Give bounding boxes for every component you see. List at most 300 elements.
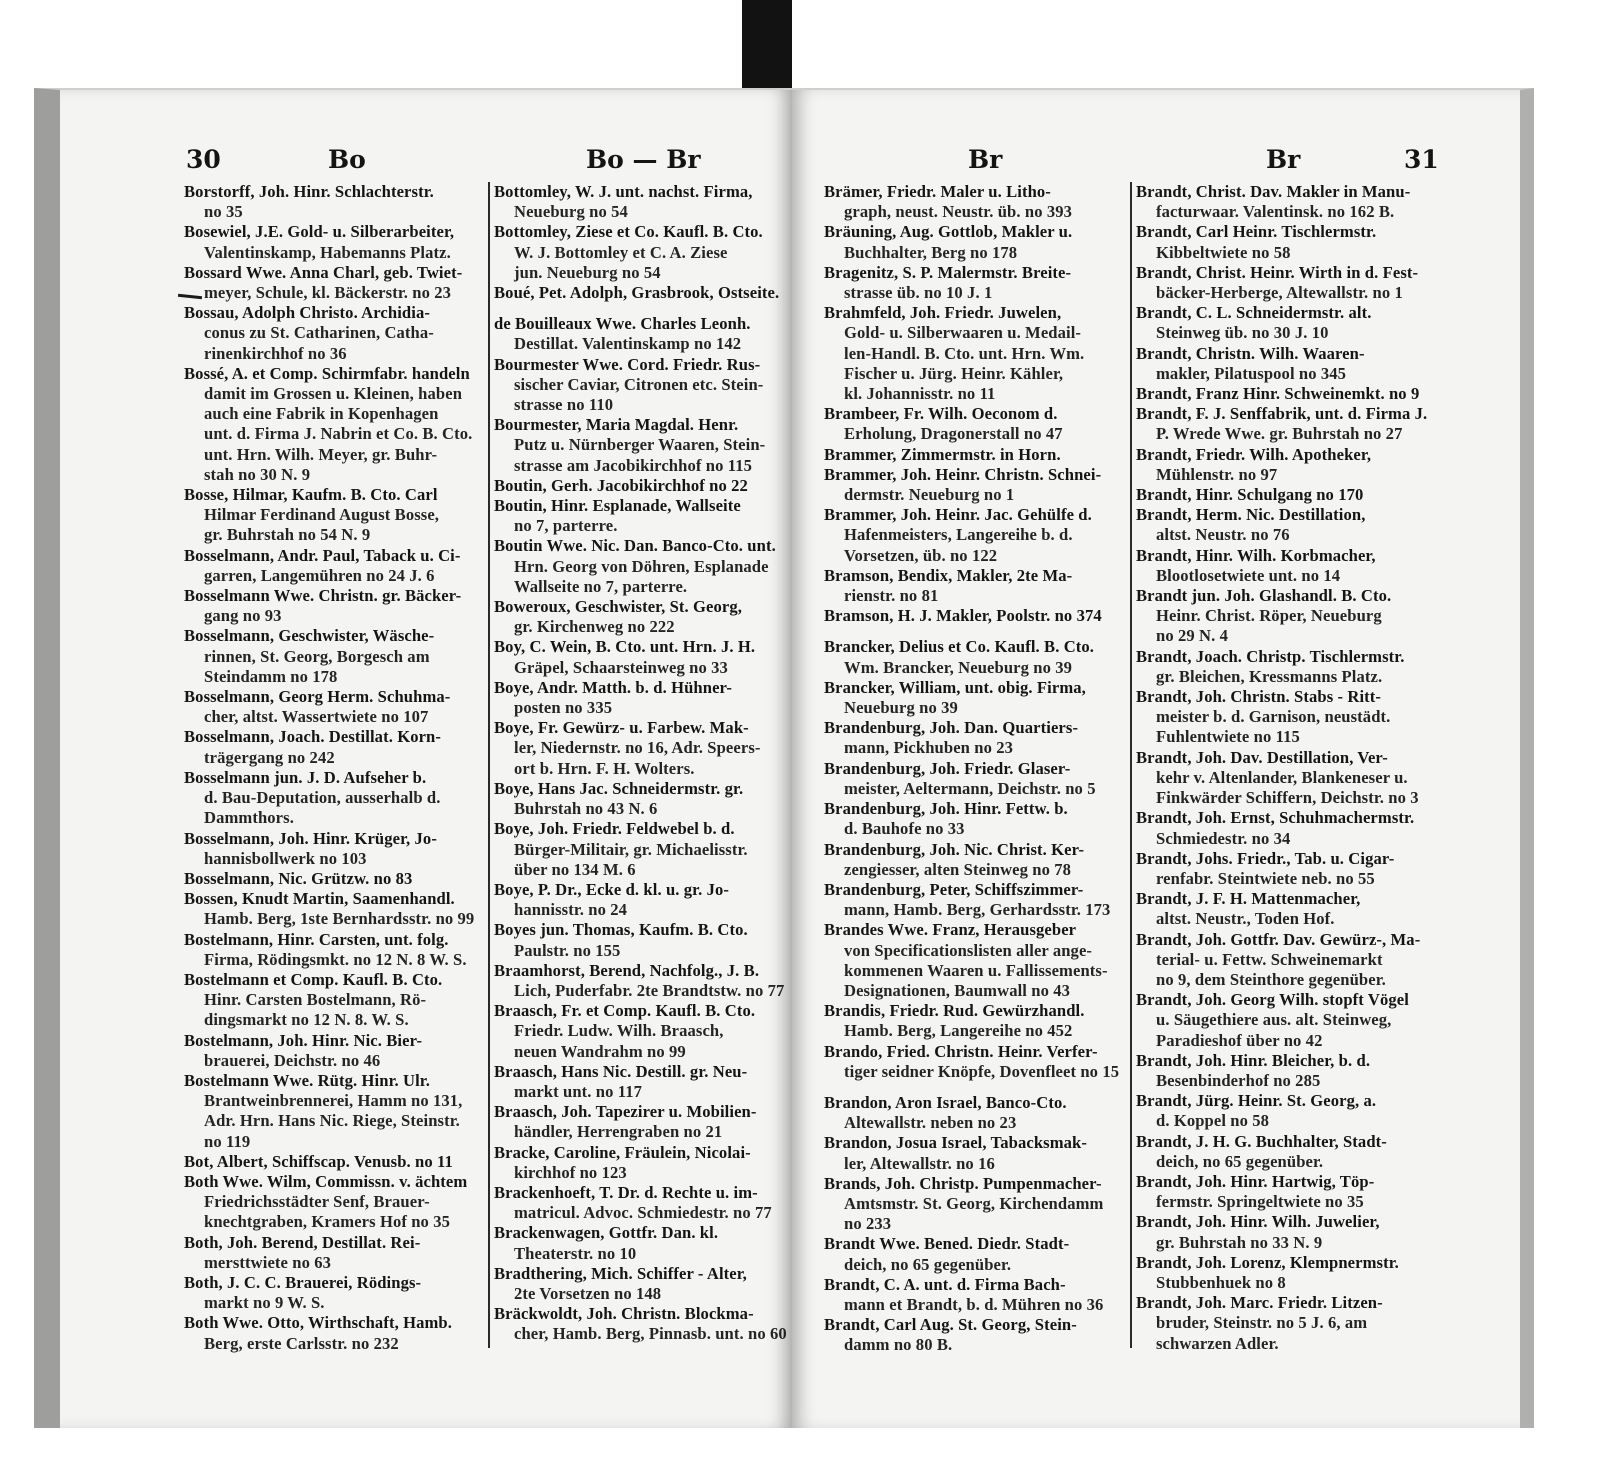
entry-name-line: Bostelmann, Joh. Hinr. Nic. Bier- xyxy=(184,1030,423,1050)
entry-name-line: Brandt, Jürg. Heinr. St. Georg, a. xyxy=(1136,1091,1377,1111)
entry-continuation-line: stah no 30 N. 9 xyxy=(204,464,311,484)
entry-name-line: Bot, Albert, Schiffscap. Venusb. no 11 xyxy=(184,1151,453,1171)
directory-entry xyxy=(1136,222,1438,262)
directory-entry xyxy=(184,930,484,970)
directory-entry xyxy=(184,1233,484,1273)
entry-continuation-line: meister b. d. Garnison, neustädt. xyxy=(1156,707,1391,727)
directory-entry xyxy=(824,263,1126,303)
entry-continuation-line: Brantweinbrennerei, Hamm no 131, xyxy=(204,1091,463,1111)
directory-entry xyxy=(184,1313,484,1353)
entry-continuation-line: u. Säugethiere aus. alt. Steinweg, xyxy=(1156,1010,1392,1030)
entry-continuation-line: brauerei, Deichstr. no 46 xyxy=(204,1050,381,1070)
entry-name-line: Brands, Joh. Christp. Pumpenmacher- xyxy=(824,1173,1102,1193)
entry-continuation-line: cher, altst. Wassertwiete no 107 xyxy=(204,707,429,727)
entry-name-line: Brando, Fried. Christn. Heinr. Verfer- xyxy=(824,1041,1098,1061)
entry-name-line: Brandt, Joh. Gottfr. Dav. Gewürz-, Ma- xyxy=(1136,929,1421,949)
entry-name-line: Brandt, Joh. Lorenz, Klempnermstr. xyxy=(1136,1252,1399,1272)
entry-continuation-line: d. Bau-Deputation, ausserhalb d. xyxy=(204,788,441,808)
directory-entry xyxy=(494,496,792,536)
entry-name-line: Bourmester, Maria Magdal. Henr. xyxy=(494,415,739,435)
entry-continuation-line: Paradieshof über no 42 xyxy=(1156,1030,1323,1050)
entry-continuation-line: dermstr. Neueburg no 1 xyxy=(844,485,1015,505)
entry-continuation-line: zengiesser, alten Steinweg no 78 xyxy=(844,859,1072,879)
entry-name-line: Bradthering, Mich. Schiffer - Alter, xyxy=(494,1263,747,1283)
directory-entry xyxy=(184,727,484,767)
directory-entry xyxy=(1136,849,1438,889)
entry-continuation-line: Berg, erste Carlsstr. no 232 xyxy=(204,1333,399,1353)
entry-name-line: Bosse, Hilmar, Kaufm. B. Cto. Carl xyxy=(184,485,438,505)
entry-name-line: Brandt, Johs. Friedr., Tab. u. Cigar- xyxy=(1136,848,1395,868)
directory-entry xyxy=(184,182,484,222)
entry-continuation-line: Fuhlentwiete no 115 xyxy=(1156,727,1300,747)
directory-entry xyxy=(1136,505,1438,545)
directory-entry xyxy=(1136,647,1438,687)
directory-entry xyxy=(824,1174,1126,1235)
entry-name-line: Bottomley, Ziese et Co. Kaufl. B. Cto. xyxy=(494,222,763,242)
entry-name-line: Brandt, J. F. H. Mattenmacher, xyxy=(1136,889,1361,909)
entry-continuation-line: matricul. Advoc. Schmiedestr. no 77 xyxy=(514,1203,772,1223)
entry-continuation-line: mann, Hamb. Berg, Gerhardsstr. 173 xyxy=(844,900,1111,920)
entry-name-line: Brammer, Joh. Heinr. Jac. Gehülfe d. xyxy=(824,505,1092,525)
entry-name-line: Brandt, Christn. Wilh. Waaren- xyxy=(1136,343,1365,363)
entry-continuation-line: Hilmar Ferdinand August Bosse, xyxy=(204,505,440,525)
entry-continuation-line: kommenen Waaren u. Fallissements- xyxy=(844,960,1108,980)
directory-entry xyxy=(1136,1091,1438,1131)
entry-continuation-line: damit im Grossen u. Kleinen, haben xyxy=(204,384,463,404)
directory-entry xyxy=(1136,344,1438,384)
directory-entry xyxy=(1136,586,1438,647)
entry-continuation-line: Lich, Puderfabr. 2te Brandtstw. no 77 xyxy=(514,980,785,1000)
entry-name-line: Bräckwoldt, Joh. Christn. Blockma- xyxy=(494,1304,754,1324)
directory-entry xyxy=(184,1273,484,1313)
directory-entry xyxy=(494,415,792,476)
directory-entry xyxy=(494,1223,792,1263)
entry-continuation-line: jun. Neueburg no 54 xyxy=(514,262,661,282)
entry-continuation-line: Hafenmeisters, Langereihe b. d. xyxy=(844,525,1073,545)
running-head-right: Br xyxy=(1266,145,1301,174)
entry-continuation-line: Theaterstr. no 10 xyxy=(514,1243,637,1263)
entry-name-line: Brandenburg, Joh. Hinr. Fettw. b. xyxy=(824,799,1068,819)
entry-continuation-line: no 233 xyxy=(844,1214,892,1234)
entry-continuation-line: altst. Neustr. no 76 xyxy=(1156,525,1290,545)
entry-name-line: Boye, Joh. Friedr. Feldwebel b. d. xyxy=(494,819,735,839)
entry-continuation-line: Fischer u. Jürg. Heinr. Kähler, xyxy=(844,363,1064,383)
directory-entry xyxy=(184,768,484,829)
entry-name-line: Bossau, Adolph Christo. Archidia- xyxy=(184,303,430,323)
directory-entry xyxy=(1136,445,1438,485)
entry-continuation-line: mann et Brandt, b. d. Mühren no 36 xyxy=(844,1294,1104,1314)
directory-entry xyxy=(494,314,792,354)
entry-continuation-line: posten no 335 xyxy=(514,698,613,718)
entry-name-line: Brandt, Friedr. Wilh. Apotheker, xyxy=(1136,444,1372,464)
directory-entry xyxy=(184,586,484,626)
entry-name-line: Boyes jun. Thomas, Kaufm. B. Cto. xyxy=(494,920,748,940)
directory-entry xyxy=(1136,1293,1438,1354)
entry-continuation-line: Buhrstah no 43 N. 6 xyxy=(514,799,658,819)
entry-name-line: Brandenburg, Joh. Friedr. Glaser- xyxy=(824,758,1071,778)
entry-continuation-line: hannisbollwerk no 103 xyxy=(204,848,367,868)
entry-name-line: Brancker, Delius et Co. Kaufl. B. Cto. xyxy=(824,637,1095,657)
directory-entry xyxy=(494,779,792,819)
running-head-left: Br xyxy=(968,145,1003,174)
entry-name-line: Boweroux, Geschwister, St. Georg, xyxy=(494,597,743,617)
directory-entry xyxy=(824,566,1126,606)
entry-name-line: Brandon, Aron Israel, Banco-Cto. xyxy=(824,1092,1067,1112)
entry-continuation-line: auch eine Fabrik in Kopenhagen xyxy=(204,404,439,424)
directory-entry xyxy=(184,364,484,485)
entry-name-line: Brandis, Friedr. Rud. Gewürzhandl. xyxy=(824,1001,1085,1021)
directory-entry xyxy=(184,222,484,262)
directory-entry xyxy=(1136,546,1438,586)
directory-entry xyxy=(824,759,1126,799)
entry-name-line: Brandes Wwe. Franz, Herausgeber xyxy=(824,920,1077,940)
right-page-header xyxy=(792,145,1520,181)
entry-continuation-line: ort b. Hrn. F. H. Wolters. xyxy=(514,758,695,778)
entry-continuation-line: renfabr. Steintwiete neb. no 55 xyxy=(1156,868,1375,888)
right-page xyxy=(792,88,1534,1428)
entry-continuation-line: meister, Aeltermann, Deichstr. no 5 xyxy=(844,778,1096,798)
entry-continuation-line: ler, Niedernstr. no 16, Adr. Speers- xyxy=(514,738,761,758)
entry-name-line: Bostelmann Wwe. Rütg. Hinr. Ulr. xyxy=(184,1070,430,1090)
entry-name-line: Bosselmann jun. J. D. Aufseher b. xyxy=(184,767,427,787)
entry-continuation-line: Amtsmstr. St. Georg, Kirchendamm xyxy=(844,1193,1104,1213)
directory-entry xyxy=(824,1001,1126,1041)
entry-name-line: Brandt, Carl Aug. St. Georg, Stein- xyxy=(824,1315,1077,1335)
running-head-right: Bo — Br xyxy=(586,145,701,174)
entry-name-line: Brandenburg, Joh. Dan. Quartiers- xyxy=(824,718,1079,738)
directory-entry xyxy=(1136,263,1438,303)
directory-entry xyxy=(824,1042,1126,1082)
entry-continuation-line: Kibbeltwiete no 58 xyxy=(1156,242,1291,262)
entry-name-line: Brahmfeld, Joh. Friedr. Juwelen, xyxy=(824,303,1062,323)
directory-entry xyxy=(824,182,1126,222)
directory-entry xyxy=(1136,687,1438,748)
directory-entry xyxy=(184,1031,484,1071)
directory-entry xyxy=(494,1143,792,1183)
directory-entry xyxy=(824,404,1126,444)
entry-continuation-line: P. Wrede Wwe. gr. Buhrstah no 27 xyxy=(1156,424,1403,444)
entry-continuation-line: cher, Hamb. Berg, Pinnasb. unt. no 60 xyxy=(514,1324,787,1344)
directory-entry xyxy=(1136,808,1438,848)
entry-continuation-line: Gold- u. Silberwaaren u. Medail- xyxy=(844,323,1082,343)
entry-name-line: Braamhorst, Berend, Nachfolg., J. B. xyxy=(494,960,760,980)
directory-entry xyxy=(184,1071,484,1152)
entry-name-line: Bosselmann, Joach. Destillat. Korn- xyxy=(184,727,442,747)
entry-continuation-line: unt. Hrn. Wilh. Meyer, gr. Buhr- xyxy=(204,444,438,464)
entry-name-line: Both, J. C. C. Brauerei, Rödings- xyxy=(184,1272,422,1292)
entry-name-line: Bossé, A. et Comp. Schirmfabr. handeln xyxy=(184,363,470,383)
directory-entry xyxy=(184,829,484,869)
directory-entry xyxy=(1136,1132,1438,1172)
entry-continuation-line: Erholung, Dragonerstall no 47 xyxy=(844,424,1063,444)
directory-entry xyxy=(494,678,792,718)
entry-continuation-line: Buchhalter, Berg no 178 xyxy=(844,242,1018,262)
entry-name-line: Braasch, Joh. Tapezirer u. Mobilien- xyxy=(494,1102,757,1122)
entry-name-line: Borstorff, Joh. Hinr. Schlachterstr. xyxy=(184,182,434,201)
directory-entry xyxy=(1136,404,1438,444)
directory-column-1 xyxy=(184,182,484,1354)
directory-entry xyxy=(494,355,792,416)
directory-entry xyxy=(494,283,792,303)
entry-continuation-line: d. Bauhofe no 33 xyxy=(844,819,965,839)
directory-entry xyxy=(494,222,792,283)
directory-entry xyxy=(1136,182,1438,222)
entry-name-line: Brandt, Christ. Heinr. Wirth in d. Fest- xyxy=(1136,262,1419,282)
directory-entry xyxy=(184,1172,484,1233)
entry-continuation-line: Valentinskamp, Habemanns Platz. xyxy=(204,242,451,262)
column-rule xyxy=(1130,182,1132,1348)
entry-continuation-line: meyer, Schule, kl. Bäckerstr. no 23 xyxy=(204,283,452,303)
entry-name-line: Boye, P. Dr., Ecke d. kl. u. gr. Jo- xyxy=(494,879,730,899)
entry-continuation-line: no 7, parterre. xyxy=(514,516,618,536)
entry-name-line: Brandt Wwe. Bened. Diedr. Stadt- xyxy=(824,1234,1070,1254)
entry-continuation-line: gr. Buhrstah no 33 N. 9 xyxy=(1156,1232,1323,1252)
entry-continuation-line: Blootlosetwiete unt. no 14 xyxy=(1156,565,1341,585)
entry-continuation-line: W. J. Bottomley et C. A. Ziese xyxy=(514,242,728,262)
entry-continuation-line: tiger seidner Knöpfe, Dovenfleet no 15 xyxy=(844,1061,1120,1081)
entry-continuation-line: Hamb. Berg, Langereihe no 452 xyxy=(844,1021,1073,1041)
entry-name-line: Bourmester Wwe. Cord. Friedr. Rus- xyxy=(494,354,761,374)
directory-entry xyxy=(494,476,792,496)
page-number: 31 xyxy=(1404,145,1439,174)
entry-continuation-line: Destillat. Valentinskamp no 142 xyxy=(514,334,742,354)
entry-name-line: Brandt, Joh. Marc. Friedr. Litzen- xyxy=(1136,1293,1383,1313)
entry-name-line: Brandt, Joh. Ernst, Schuhmachermstr. xyxy=(1136,808,1415,828)
entry-continuation-line: rienstr. no 81 xyxy=(844,586,939,606)
entry-name-line: Brandt, Franz Hinr. Schweinemkt. no 9 xyxy=(1136,384,1420,404)
entry-continuation-line: von Specificationslisten aller ange- xyxy=(844,940,1093,960)
entry-name-line: Brandt, Herm. Nic. Destillation, xyxy=(1136,505,1366,525)
entry-continuation-line: über no 134 M. 6 xyxy=(514,859,636,879)
entry-continuation-line: Friedr. Ludw. Wilh. Braasch, xyxy=(514,1021,724,1041)
directory-entry xyxy=(824,606,1126,626)
entry-continuation-line: Designationen, Baumwall no 43 xyxy=(844,980,1071,1000)
entry-name-line: Brandt, C. L. Schneidermstr. alt. xyxy=(1136,303,1372,323)
entry-name-line: Bosselmann, Andr. Paul, Taback u. Ci- xyxy=(184,545,461,565)
directory-entry xyxy=(1136,748,1438,809)
entry-name-line: Braasch, Hans Nic. Destill. gr. Neu- xyxy=(494,1061,748,1081)
directory-entry xyxy=(824,1234,1126,1274)
entry-name-line: Bottomley, W. J. unt. nachst. Firma, xyxy=(494,182,753,201)
entry-continuation-line: gang no 93 xyxy=(204,606,282,626)
entry-continuation-line: no 35 xyxy=(204,202,243,222)
entry-name-line: Brandt, Joh. Hinr. Wilh. Juwelier, xyxy=(1136,1212,1380,1232)
entry-continuation-line: hannisstr. no 24 xyxy=(514,900,628,920)
running-head-left: Bo xyxy=(328,145,366,174)
entry-continuation-line: Besenbinderhof no 285 xyxy=(1156,1070,1321,1090)
entry-continuation-line: gr. Bleichen, Kressmanns Platz. xyxy=(1156,666,1383,686)
directory-entry xyxy=(184,889,484,929)
directory-entry xyxy=(494,1183,792,1223)
directory-entry xyxy=(824,1275,1126,1315)
entry-name-line: Brandt, Joh. Dav. Destillation, Ver- xyxy=(1136,747,1388,767)
directory-entry xyxy=(1136,1212,1438,1252)
entry-continuation-line: len-Handl. B. Cto. unt. Hrn. Wm. xyxy=(844,343,1085,363)
directory-entry xyxy=(494,718,792,779)
entry-name-line: Brambeer, Fr. Wilh. Oeconom d. xyxy=(824,404,1058,424)
directory-entry xyxy=(824,678,1126,718)
entry-name-line: Brandt, Christ. Dav. Makler in Manu- xyxy=(1136,182,1411,201)
entry-continuation-line: Bürger-Militair, gr. Michaelisstr. xyxy=(514,839,748,859)
entry-continuation-line: no 29 N. 4 xyxy=(1156,626,1228,646)
entry-name-line: Bosselmann, Geschwister, Wäsche- xyxy=(184,626,435,646)
entry-name-line: Brammer, Joh. Heinr. Christn. Schnei- xyxy=(824,464,1102,484)
entry-continuation-line: gr. Kirchenweg no 222 xyxy=(514,617,675,637)
entry-continuation-line: Hrn. Georg von Döhren, Esplanade xyxy=(514,556,769,576)
entry-name-line: Boye, Fr. Gewürz- u. Farbew. Mak- xyxy=(494,718,749,738)
entry-name-line: Bosselmann, Joh. Hinr. Krüger, Jo- xyxy=(184,828,437,848)
entry-name-line: Brammer, Zimmermstr. in Horn. xyxy=(824,444,1061,464)
directory-entry xyxy=(824,465,1126,505)
entry-continuation-line: markt unt. no 117 xyxy=(514,1081,643,1101)
directory-column-4 xyxy=(1136,182,1438,1354)
directory-entry xyxy=(824,637,1126,677)
directory-entry xyxy=(824,920,1126,1001)
directory-entry xyxy=(184,869,484,889)
entry-name-line: Bosselmann, Georg Herm. Schuhma- xyxy=(184,687,451,707)
directory-entry xyxy=(1136,990,1438,1051)
entry-name-line: Bossen, Knudt Martin, Saamenhandl. xyxy=(184,889,455,909)
entry-continuation-line: 2te Vorsetzen no 148 xyxy=(514,1283,662,1303)
entry-name-line: Both Wwe. Wilm, Commissn. v. ächtem xyxy=(184,1171,468,1191)
directory-entry xyxy=(824,1133,1126,1173)
left-page-header xyxy=(60,145,792,181)
entry-name-line: Boy, C. Wein, B. Cto. unt. Hrn. J. H. xyxy=(494,637,756,657)
entry-continuation-line: markt no 9 W. S. xyxy=(204,1293,325,1313)
directory-entry xyxy=(184,263,484,303)
directory-entry xyxy=(494,536,792,597)
entry-name-line: Brandt, Carl Heinr. Tischlermstr. xyxy=(1136,222,1377,242)
entry-continuation-line: neuen Wandrahm no 99 xyxy=(514,1041,686,1061)
directory-entry xyxy=(184,1152,484,1172)
directory-entry xyxy=(1136,303,1438,343)
entry-continuation-line: Putz u. Nürnberger Waaren, Stein- xyxy=(514,435,766,455)
entry-name-line: Brandt, Hinr. Wilh. Korbmacher, xyxy=(1136,545,1376,565)
entry-name-line: Brandt, Hinr. Schulgang no 170 xyxy=(1136,485,1364,505)
entry-name-line: Bramson, H. J. Makler, Poolstr. no 374 xyxy=(824,606,1102,626)
entry-name-line: Brandt, Joh. Hinr. Hartwig, Töp- xyxy=(1136,1171,1375,1191)
entry-continuation-line: d. Koppel no 58 xyxy=(1156,1111,1270,1131)
entry-continuation-line: Neueburg no 39 xyxy=(844,698,958,718)
entry-continuation-line: deich, no 65 gegenüber. xyxy=(1156,1151,1324,1171)
entry-name-line: Bossard Wwe. Anna Charl, geb. Twiet- xyxy=(184,262,463,282)
entry-continuation-line: händler, Herrengraben no 21 xyxy=(514,1122,723,1142)
entry-continuation-line: Friedrichsstädter Senf, Brauer- xyxy=(204,1192,430,1212)
entry-continuation-line: Heinr. Christ. Röper, Neueburg xyxy=(1156,606,1382,626)
directory-entry xyxy=(824,222,1126,262)
directory-entry xyxy=(494,1304,792,1344)
directory-entry xyxy=(494,819,792,880)
entry-name-line: Brackenhoeft, T. Dr. d. Rechte u. im- xyxy=(494,1182,758,1202)
entry-continuation-line: kehr v. Altenlander, Blankeneser u. xyxy=(1156,767,1408,787)
directory-entry xyxy=(184,970,484,1031)
entry-continuation-line: strasse am Jacobikirchhof no 115 xyxy=(514,455,752,475)
page-number: 30 xyxy=(186,145,221,174)
entry-name-line: Brancker, William, unt. obig. Firma, xyxy=(824,677,1086,697)
entry-continuation-line: gr. Buhrstah no 54 N. 9 xyxy=(204,525,371,545)
directory-entry xyxy=(1136,1253,1438,1293)
directory-entry xyxy=(1136,1172,1438,1212)
entry-name-line: Bracke, Caroline, Fräulein, Nicolai- xyxy=(494,1142,751,1162)
directory-entry xyxy=(1136,384,1438,404)
entry-name-line: Brandon, Josua Israel, Tabacksmak- xyxy=(824,1133,1087,1153)
entry-continuation-line: Paulstr. no 155 xyxy=(514,940,621,960)
directory-entry xyxy=(184,303,484,364)
directory-column-3 xyxy=(824,182,1126,1356)
entry-continuation-line: Schmiedestr. no 34 xyxy=(1156,828,1291,848)
directory-entry xyxy=(494,1264,792,1304)
entry-continuation-line: fermstr. Springeltwiete no 35 xyxy=(1156,1192,1364,1212)
directory-entry xyxy=(824,880,1126,920)
entry-spacer xyxy=(824,1082,1126,1093)
entry-name-line: Brandt, Joh. Christn. Stabs - Ritt- xyxy=(1136,687,1382,707)
directory-entry xyxy=(494,961,792,1001)
entry-continuation-line: Finkwärder Schiffern, Deichstr. no 3 xyxy=(1156,788,1419,808)
entry-continuation-line: no 9, dem Steinthore gegenüber. xyxy=(1156,969,1386,989)
directory-entry xyxy=(1136,889,1438,929)
entry-continuation-line: deich, no 65 gegenüber. xyxy=(844,1254,1012,1274)
entry-continuation-line: kirchhof no 123 xyxy=(514,1162,627,1182)
directory-entry xyxy=(184,626,484,687)
left-page-columns xyxy=(60,182,792,1428)
directory-entry xyxy=(1136,930,1438,991)
entry-continuation-line: Neueburg no 54 xyxy=(514,202,628,222)
entry-continuation-line: dingsmarkt no 12 N. 8. W. S. xyxy=(204,1010,409,1030)
entry-continuation-line: Wm. Brancker, Neueburg no 39 xyxy=(844,657,1073,677)
directory-entry xyxy=(494,1062,792,1102)
directory-entry xyxy=(824,303,1126,404)
directory-entry xyxy=(824,445,1126,465)
directory-entry xyxy=(184,485,484,546)
entry-name-line: Brandt, J. H. G. Buchhalter, Stadt- xyxy=(1136,1131,1387,1151)
entry-continuation-line: Steinweg üb. no 30 J. 10 xyxy=(1156,323,1329,343)
entry-name-line: Brandenburg, Peter, Schiffszimmer- xyxy=(824,879,1084,899)
entry-name-line: Boye, Hans Jac. Schneidermstr. gr. xyxy=(494,778,744,798)
entry-name-line: Bostelmann et Comp. Kaufl. B. Cto. xyxy=(184,969,443,989)
left-page xyxy=(34,88,792,1428)
directory-entry xyxy=(824,799,1126,839)
entry-continuation-line: garren, Langemühren no 24 J. 6 xyxy=(204,565,435,585)
entry-name-line: Both Wwe. Otto, Wirthschaft, Hamb. xyxy=(184,1313,452,1333)
directory-entry xyxy=(184,546,484,586)
entry-name-line: de Bouilleaux Wwe. Charles Leonh. xyxy=(494,314,751,334)
directory-entry xyxy=(494,1001,792,1062)
entry-spacer xyxy=(494,303,792,314)
entry-name-line: Brandt jun. Joh. Glashandl. B. Cto. xyxy=(1136,586,1392,606)
entry-name-line: Bostelmann, Hinr. Carsten, unt. folg. xyxy=(184,929,449,949)
directory-entry xyxy=(824,840,1126,880)
directory-entry xyxy=(494,1102,792,1142)
entry-continuation-line: facturwaar. Valentinsk. no 162 B. xyxy=(1156,202,1395,222)
entry-name-line: Bräuning, Aug. Gottlob, Makler u. xyxy=(824,222,1073,242)
entry-continuation-line: makler, Pilatuspool no 345 xyxy=(1156,363,1347,383)
entry-continuation-line: Adr. Hrn. Hans Nic. Riege, Steinstr. xyxy=(204,1111,460,1131)
entry-name-line: Boutin, Gerh. Jacobikirchhof no 22 xyxy=(494,475,748,495)
entry-continuation-line: Dammthors. xyxy=(204,808,294,828)
entry-name-line: Bragenitz, S. P. Malermstr. Breite- xyxy=(824,262,1072,282)
entry-continuation-line: bäcker-Herberge, Altewallstr. no 1 xyxy=(1156,283,1403,303)
directory-entry xyxy=(184,687,484,727)
entry-continuation-line: trägergang no 242 xyxy=(204,747,335,767)
entry-name-line: Brandt, Joach. Christp. Tischlermstr. xyxy=(1136,646,1405,666)
directory-column-2 xyxy=(494,182,792,1345)
entry-continuation-line: sischer Caviar, Citronen etc. Stein- xyxy=(514,374,764,394)
entry-continuation-line: Gräpel, Schaarsteinweg no 33 xyxy=(514,657,728,677)
entry-name-line: Both, Joh. Berend, Destillat. Rei- xyxy=(184,1232,421,1252)
entry-name-line: Brackenwagen, Gottfr. Dan. kl. xyxy=(494,1223,719,1243)
entry-continuation-line: rinnen, St. Georg, Borgesch am xyxy=(204,646,430,666)
directory-entry xyxy=(824,1315,1126,1355)
